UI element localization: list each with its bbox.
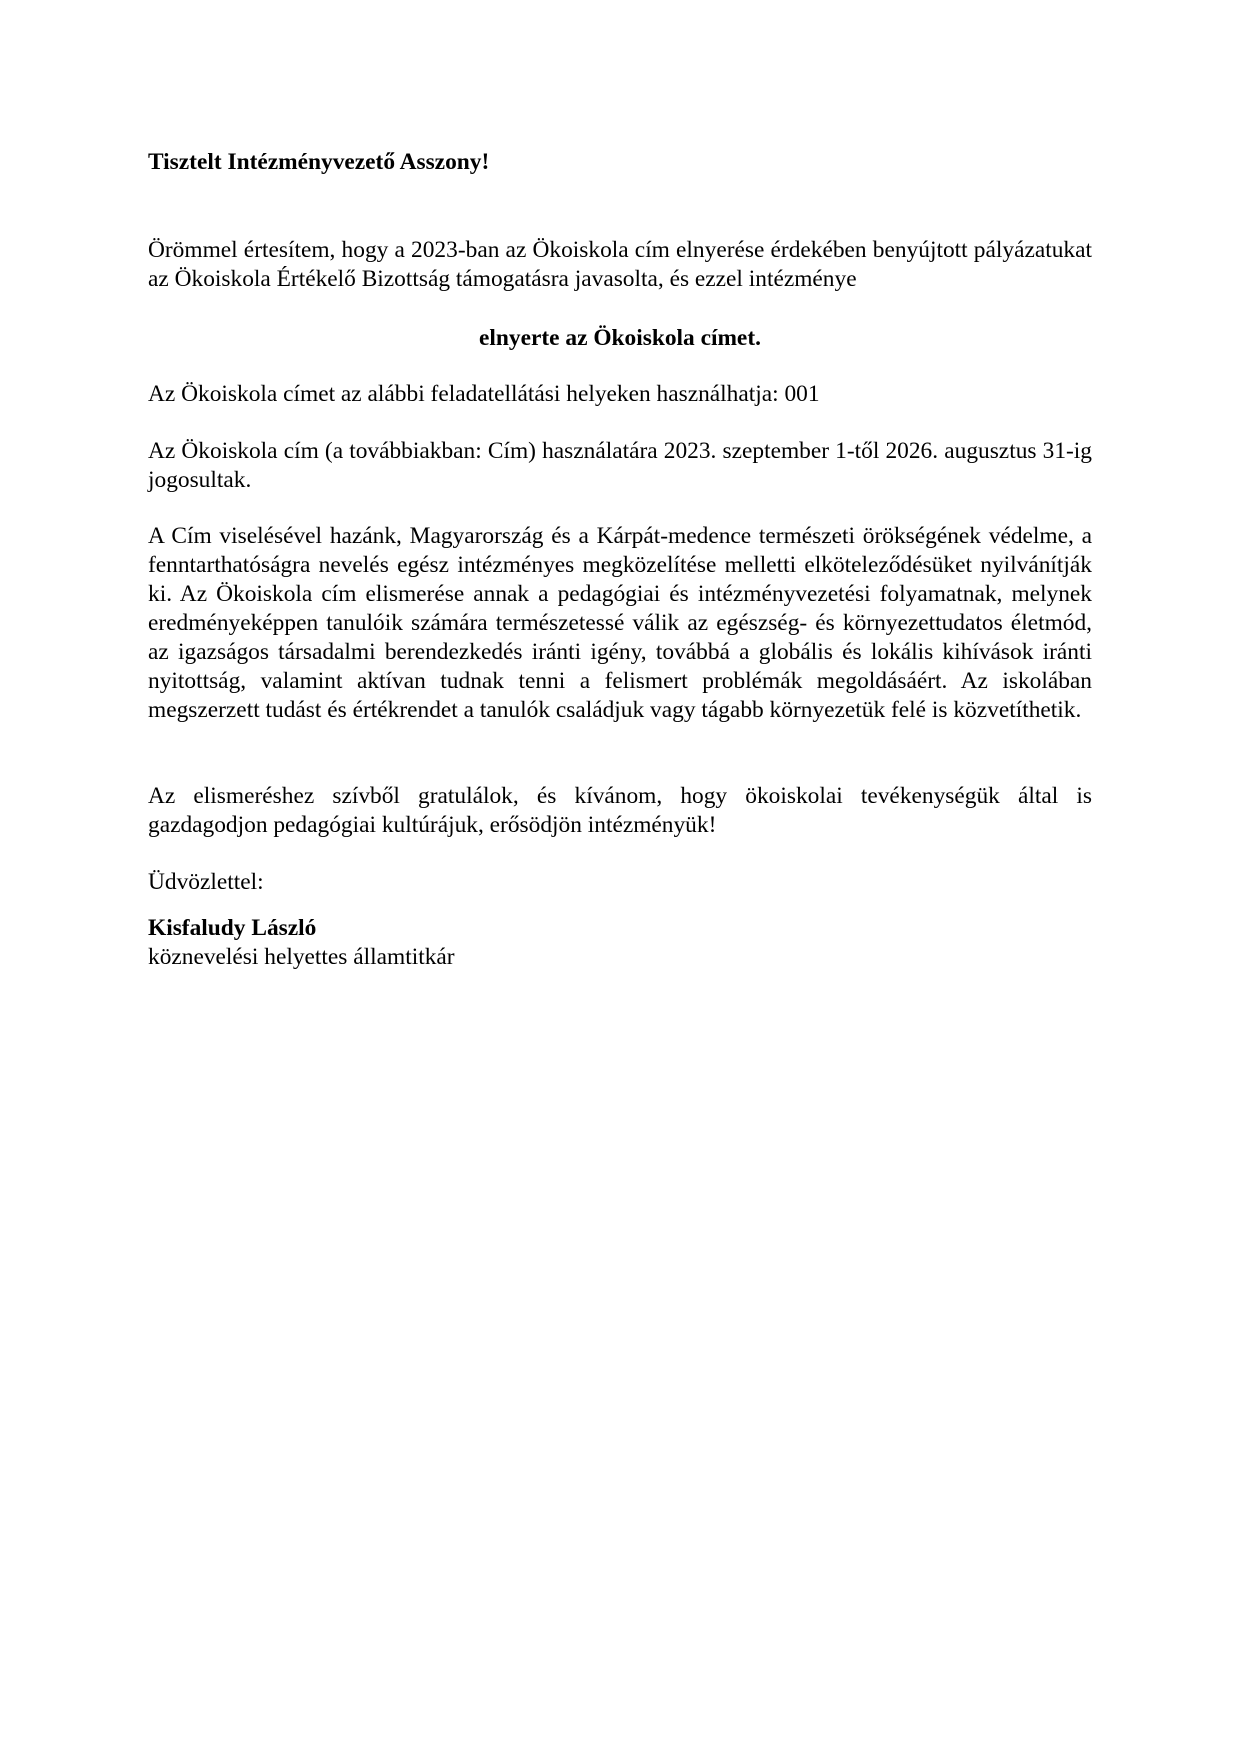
congratulation-paragraph: Az elismeréshez szívből gratulálok, és kívánom, hogy ökoiskolai tevékenységük által is gazdagodjon pedagógiai kultúrájuk, erősödjön intézményük! (148, 783, 1092, 838)
salutation: Tisztelt Intézményvezető Asszony! (148, 149, 490, 175)
closing-line: Üdvözlettel: (148, 869, 264, 895)
locations-paragraph: Az Ökoiskola címet az alábbi feladatellátási helyeken használhatja: 001 (148, 381, 820, 407)
commitment-paragraph: A Cím viselésével hazánk, Magyarország és a Kárpát-medence természeti örökségének védelme, a fenntarthatóságra nevelés egész intézményes megközelítése melletti elköteleződésüket nyilvánítják ki. Az Ökoiskola cím elismerése annak a pedagógiai és intézményvezetési folyamatnak, melynek eredményeképpen tanulóik számára természetessé válik az egészség- és környezettudatos életmód, az igazságos társadalmi berendezkedés iránti igény, továbbá a globális és lokális kihívások iránti nyitottság, valamint aktívan tudnak tenni a felismert problémák megoldásáért. Az iskolában megszerzett tudást és értékrendet a tanulók családjuk vagy tágabb környezetük felé is közvetíthetik. (148, 523, 1092, 723)
award-statement: elnyerte az Ökoiskola címet. (479, 325, 761, 351)
letter-page (148, 0, 1092, 1754)
signer-title: köznevelési helyettes államtitkár (148, 944, 455, 970)
signer-name: Kisfaludy László (148, 915, 317, 941)
intro-paragraph: Örömmel értesítem, hogy a 2023-ban az Ökoiskola cím elnyerése érdekében benyújtott pályázatukat az Ökoiskola Értékelő Bizottság támogatásra javasolta, és ezzel intézménye (148, 237, 1092, 292)
validity-paragraph: Az Ökoiskola cím (a továbbiakban: Cím) használatára 2023. szeptember 1-től 2026. augusztus 31-ig jogosultak. (148, 438, 1092, 493)
